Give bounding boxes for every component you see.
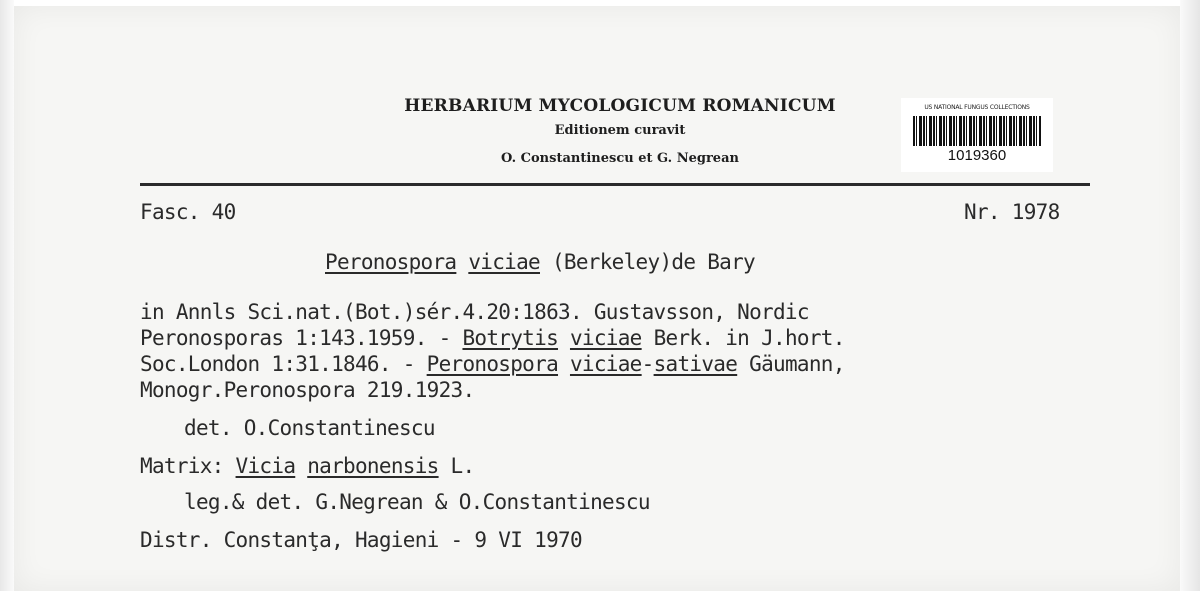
editor-line: Editionem curavit xyxy=(554,123,686,138)
collector-line: leg.& det. G.Negrean & O.Constantinescu xyxy=(184,490,650,514)
page-left-edge xyxy=(0,0,14,591)
host-genus: Vicia xyxy=(235,454,296,478)
citation-text: Peronosporas 1:143.1959. - xyxy=(140,326,463,350)
citation-text: Berk. in J.hort. xyxy=(641,326,845,350)
herbarium-title: HERBARIUM MYCOLOGICUM ROMANICUM xyxy=(404,96,836,116)
matrix-label: Matrix: xyxy=(140,454,236,478)
barcode-icon xyxy=(913,116,1041,146)
species-name xyxy=(325,250,755,274)
locality-date: Distr. Constanţa, Hagieni - 9 VI 1970 xyxy=(140,528,582,552)
barcode-caption: US NATIONAL FUNGUS COLLECTIONS xyxy=(924,104,1030,111)
citation-space xyxy=(558,352,570,376)
citation-line-4: Monogr.Peronospora 219.1923. xyxy=(140,378,475,402)
species-genus: Peronospora xyxy=(325,250,457,274)
host-epithet: narbonensis xyxy=(307,454,439,478)
barcode-number: 1019360 xyxy=(947,147,1007,164)
specimen-number: Nr. 1978 xyxy=(964,200,1060,224)
fascicle-number: Fasc. 40 xyxy=(140,200,236,224)
citation-text: Soc.London 1:31.1846. - xyxy=(140,352,427,376)
determiner: det. O.Constantinescu xyxy=(184,416,435,440)
matrix-line xyxy=(140,454,474,478)
synonym-epithet: viciae xyxy=(569,326,642,350)
citation-text: Gäumann, xyxy=(737,352,845,376)
citation-line-3 xyxy=(140,352,845,376)
synonym-subepithet: sativae xyxy=(653,352,738,376)
species-authority: (Berkeley)de Bary xyxy=(551,250,755,274)
synonym-genus: Botrytis xyxy=(462,326,559,350)
citation-space xyxy=(558,326,570,350)
citation-text: - xyxy=(641,352,654,376)
barcode-label xyxy=(901,98,1053,172)
species-epithet: viciae xyxy=(468,250,540,274)
synonym-epithet: viciae xyxy=(569,352,642,376)
host-authority: L. xyxy=(438,454,475,478)
editors-names: O. Constantinescu et G. Negrean xyxy=(501,151,739,166)
citation-line-1: in Annls Sci.nat.(Bot.)sér.4.20:1863. Gustavsson, Nordic xyxy=(140,300,809,324)
citation-line-2 xyxy=(140,326,845,350)
page-right-edge xyxy=(1180,0,1200,591)
header-divider xyxy=(140,183,1090,186)
synonym-genus: Peronospora xyxy=(426,352,559,376)
